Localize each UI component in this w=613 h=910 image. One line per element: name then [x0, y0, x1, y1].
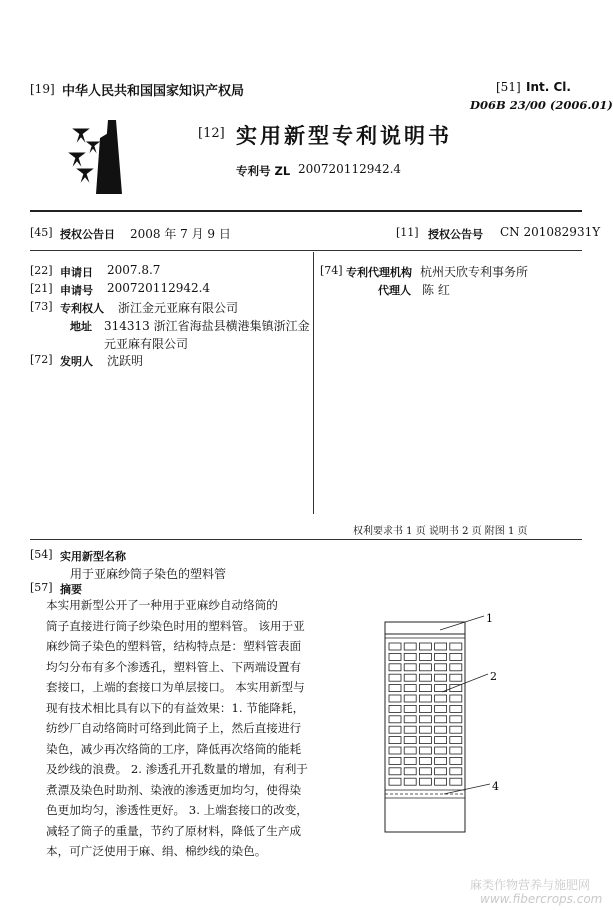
perforation-hole: [435, 757, 447, 764]
app-date-value: 2007.8.7: [107, 263, 161, 277]
agent-label: 代理人: [378, 284, 411, 297]
perforation-hole: [389, 778, 401, 785]
figure-label-1: 1: [486, 612, 493, 625]
perforation-hole: [404, 674, 416, 681]
perforation-hole: [419, 768, 431, 775]
office-code: [19]: [30, 82, 55, 96]
name-label: 实用新型名称: [60, 550, 126, 563]
perforation-hole: [450, 664, 462, 671]
abstract-line: 色更加均匀，渗透性更好。 3. 上端套接口的改变，: [46, 803, 308, 817]
sipo-logo: [70, 118, 138, 196]
perforation-hole: [450, 653, 462, 660]
agency-code: [74]: [320, 264, 343, 277]
perforation-hole: [419, 726, 431, 733]
abstract-line: 麻纱筒子染色的塑料管，结构特点是：塑料管表面: [46, 639, 302, 653]
perforation-hole: [389, 664, 401, 671]
address-label: 地址: [70, 320, 92, 333]
app-no-label: 申请号: [60, 284, 93, 297]
abstract-line: 均匀分布有多个渗透孔，塑料管上、下两端设置有: [46, 659, 302, 674]
abstract-line: 染色，减少再次络筒的工序，降低再次络筒的能耗: [46, 741, 302, 756]
app-date-label: 申请日: [60, 266, 93, 279]
abstract-line: 本，可广泛使用于麻、绢、棉纱线的染色。: [46, 844, 267, 858]
perforation-hole: [389, 653, 401, 660]
perforation-hole: [389, 685, 401, 692]
inventor-code: [72]: [30, 353, 53, 366]
patent-number: 200720112942.4: [298, 162, 402, 176]
perforation-hole: [404, 726, 416, 733]
figure-label-2: 2: [490, 670, 497, 683]
perforation-hole: [435, 674, 447, 681]
perforation-hole: [450, 643, 462, 650]
perforation-hole: [450, 768, 462, 775]
perforation-hole: [404, 695, 416, 702]
app-no-value: 200720112942.4: [107, 281, 211, 295]
address-line-2: 元亚麻有限公司: [104, 337, 189, 351]
inventor-value: 沈跃明: [107, 354, 144, 368]
perforation-hole: [435, 695, 447, 702]
perforation-hole: [419, 685, 431, 692]
perforation-hole: [419, 757, 431, 764]
perforation-hole: [435, 716, 447, 723]
address-line-1: 314313 浙江省海盐县横港集镇浙江金: [104, 319, 310, 333]
perforation-hole: [389, 674, 401, 681]
perforation-hole: [389, 695, 401, 702]
perforation-hole: [450, 695, 462, 702]
perforation-hole: [389, 716, 401, 723]
perforation-hole: [389, 757, 401, 764]
grant-number-value: CN 201082931Y: [500, 225, 601, 239]
perforation-hole: [419, 778, 431, 785]
office-name: 中华人民共和国国家知识产权局: [62, 84, 245, 99]
perforation-hole: [419, 747, 431, 754]
column-divider: [313, 252, 314, 514]
perforation-hole: [435, 705, 447, 712]
abstract-text: [46, 595, 332, 862]
abstract-line: 本实用新型公开了一种用于亚麻纱自动络筒的: [46, 598, 278, 612]
perforation-hole: [450, 757, 462, 764]
perforation-hole: [404, 768, 416, 775]
perforation-hole: [389, 643, 401, 650]
perforation-hole: [435, 778, 447, 785]
header-divider: [30, 210, 582, 212]
perforation-hole: [404, 737, 416, 744]
perforation-hole: [404, 716, 416, 723]
abstract-code: [57]: [30, 581, 53, 594]
perforation-hole: [404, 747, 416, 754]
perforation-hole: [419, 674, 431, 681]
figure-label-4: 4: [492, 780, 499, 793]
watermark-title: 麻类作物营养与施肥网: [470, 878, 591, 892]
document-title: 实用新型专利说明书: [236, 124, 452, 148]
perforation-hole: [419, 695, 431, 702]
perforation-hole: [435, 726, 447, 733]
grant-number-code: [11]: [396, 226, 419, 239]
perforation-hole: [419, 705, 431, 712]
agent-value: 陈 红: [422, 283, 450, 297]
abstract-line: 及纱线的浪费。 2. 渗透孔开孔数量的增加，有利于: [46, 762, 308, 776]
perforation-hole: [450, 716, 462, 723]
perforation-hole: [435, 664, 447, 671]
holder-value: 浙江金元亚麻有限公司: [118, 301, 239, 315]
biblio-divider: [30, 539, 582, 540]
inventor-label: 发明人: [60, 355, 93, 368]
intcl-value: D06B 23/00 (2006.01): [470, 98, 613, 112]
perforation-hole: [419, 643, 431, 650]
intcl-code: [51]: [496, 80, 521, 94]
grant-divider: [30, 250, 582, 251]
perforation-hole: [419, 653, 431, 660]
perforation-hole: [450, 705, 462, 712]
perforation-hole: [435, 768, 447, 775]
doctype-code: [12]: [198, 126, 225, 141]
perforation-hole: [419, 737, 431, 744]
tube-figure: [380, 612, 520, 837]
perforation-hole: [435, 747, 447, 754]
abstract-label: 摘要: [60, 583, 82, 596]
perforation-hole: [419, 664, 431, 671]
perforation-hole: [450, 737, 462, 744]
page-count: 权利要求书 1 页 说明书 2 页 附图 1 页: [353, 526, 528, 537]
perforation-hole: [404, 685, 416, 692]
patent-number-label: 专利号 ZL: [236, 164, 291, 178]
perforation-hole: [404, 778, 416, 785]
perforation-hole: [404, 653, 416, 660]
invention-name: 用于亚麻纱筒子染色的塑料管: [70, 567, 227, 581]
perforation-hole: [404, 643, 416, 650]
grant-date-label: 授权公告日: [60, 228, 115, 241]
app-date-code: [22]: [30, 264, 53, 277]
holder-label: 专利权人: [60, 302, 104, 315]
perforation-hole: [404, 664, 416, 671]
holder-code: [73]: [30, 300, 53, 313]
perforation-hole: [450, 726, 462, 733]
abstract-line: 筒子直接进行筒子纱染色时用的塑料管。 该用于亚: [46, 618, 305, 633]
abstract-line: 现有技术相比具有以下的有益效果：1. 节能降耗，: [46, 700, 305, 715]
perforation-hole: [389, 768, 401, 775]
perforation-hole: [404, 757, 416, 764]
perforation-hole: [435, 737, 447, 744]
name-code: [54]: [30, 548, 53, 561]
perforation-hole: [389, 737, 401, 744]
abstract-line: 煮漂及染色时助剂、染液的渗透更加均匀，使得染: [46, 782, 302, 797]
perforation-hole: [435, 653, 447, 660]
abstract-line: 套接口，上端的套接口为单层接口。 本实用新型与: [46, 680, 305, 694]
grant-number-label: 授权公告号: [428, 228, 483, 241]
perforation-hole: [450, 674, 462, 681]
agency-value: 杭州天欣专利事务所: [420, 265, 529, 279]
grant-date-code: [45]: [30, 226, 53, 239]
watermark-url: www.fibercrops.com: [480, 892, 603, 906]
app-no-code: [21]: [30, 282, 53, 295]
perforation-hole: [450, 747, 462, 754]
perforation-hole: [389, 747, 401, 754]
perforation-hole: [389, 705, 401, 712]
perforation-hole: [389, 726, 401, 733]
abstract-line: 纺纱厂自动络筒时可络到此筒子上，然后直接进行: [46, 721, 302, 735]
perforation-hole: [419, 716, 431, 723]
intcl-label: Int. Cl.: [526, 80, 571, 94]
agency-label: 专利代理机构: [346, 266, 412, 279]
perforation-hole: [450, 778, 462, 785]
abstract-line: 减轻了筒子的重量，节约了原材料，降低了生产成: [46, 823, 302, 838]
perforation-hole: [404, 705, 416, 712]
grant-date-value: 2008 年 7 月 9 日: [130, 227, 231, 241]
perforation-hole: [435, 643, 447, 650]
